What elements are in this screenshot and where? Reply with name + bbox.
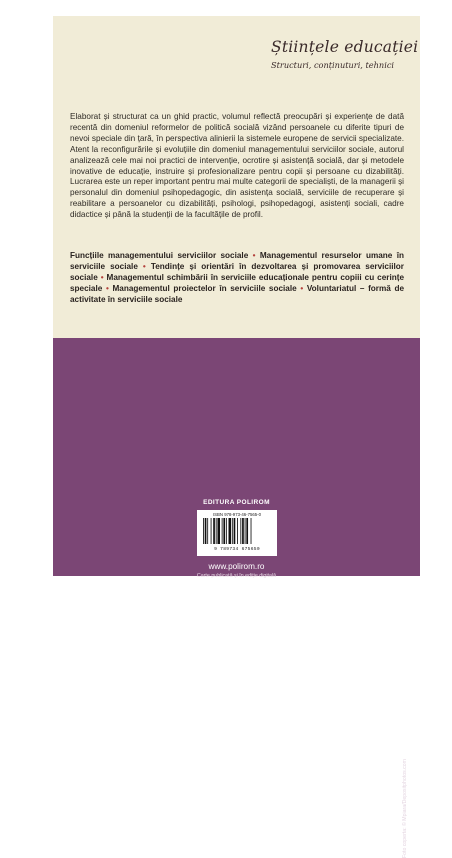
topic-bullet: •	[137, 261, 151, 271]
topic-bullet: •	[97, 272, 107, 282]
topic-item: Tendințe și orientări în dezvoltarea și promovarea serviciilor sociale	[70, 261, 404, 282]
topic-item: Managementul proiectelor în serviciile sociale	[112, 283, 297, 293]
topic-bullet: •	[248, 251, 260, 260]
description-paragraph: Elaborat și structurat ca un ghid practic, volumul reflectă preocupări și experiențe de dată recentă din domeniul reformelor de politică socială vizând persoanele cu diferite tipuri de nevoi speciale din țară, în perspectiva alinierii la sistemele europene de servicii specializate. Atent la reconfigurările și evoluțiile din domeniul managementului serviciilor sociale, autorul analizează cele mai noi practici de intervenție, ocrotire și asistență socială, dar și metodele inovative de educație, instruire și profesionalizare pentru copii și persoane cu dizabilități. Lucrarea este un reper important pentru mai multe categorii de specialiști, de la managerii și personalul din domeniul psihopedagogic, din asistența socială, serviciile de recuperare și reabilitare a persoanelor cu dizabilități, psihologi, psihopedagogi, asistenți sociali, cadre didactice și până la studenții de la facultățile de profil.	[70, 112, 404, 220]
back-cover	[53, 16, 420, 858]
topic-item: Managementul schimbării în serviciile educaționale pentru copiii cu cerințe speciale	[70, 272, 404, 293]
digital-edition-note: Carte publicată și în ediție digitală	[196, 573, 277, 579]
barcode-label	[197, 510, 277, 556]
topic-item: Managementul resurselor umane în serviciile sociale	[70, 251, 404, 271]
isbn-text: ISBN 978-973-46-7565-0	[212, 512, 261, 517]
photo-credit: Foto coperta: © Mpiara/Depositphotos.com	[402, 759, 408, 858]
barcode-digits: 9 789734 675650	[214, 547, 260, 552]
series-title: Științele educației	[271, 38, 419, 56]
topic-item: Funcțiile managementului serviciilor sociale	[70, 251, 249, 260]
barcode-icon	[203, 518, 271, 544]
publisher-name: EDITURA POLIROM	[203, 499, 270, 506]
topics-list	[70, 251, 404, 306]
topic-bullet: •	[102, 283, 113, 293]
series-subtitle: Structuri, conținuturi, tehnici	[271, 60, 395, 70]
topic-item: Voluntariatul – formă de activitate în serviciile sociale	[70, 283, 404, 304]
publisher-website[interactable]: www.polirom.ro	[208, 562, 265, 571]
topic-bullet: •	[296, 283, 307, 293]
